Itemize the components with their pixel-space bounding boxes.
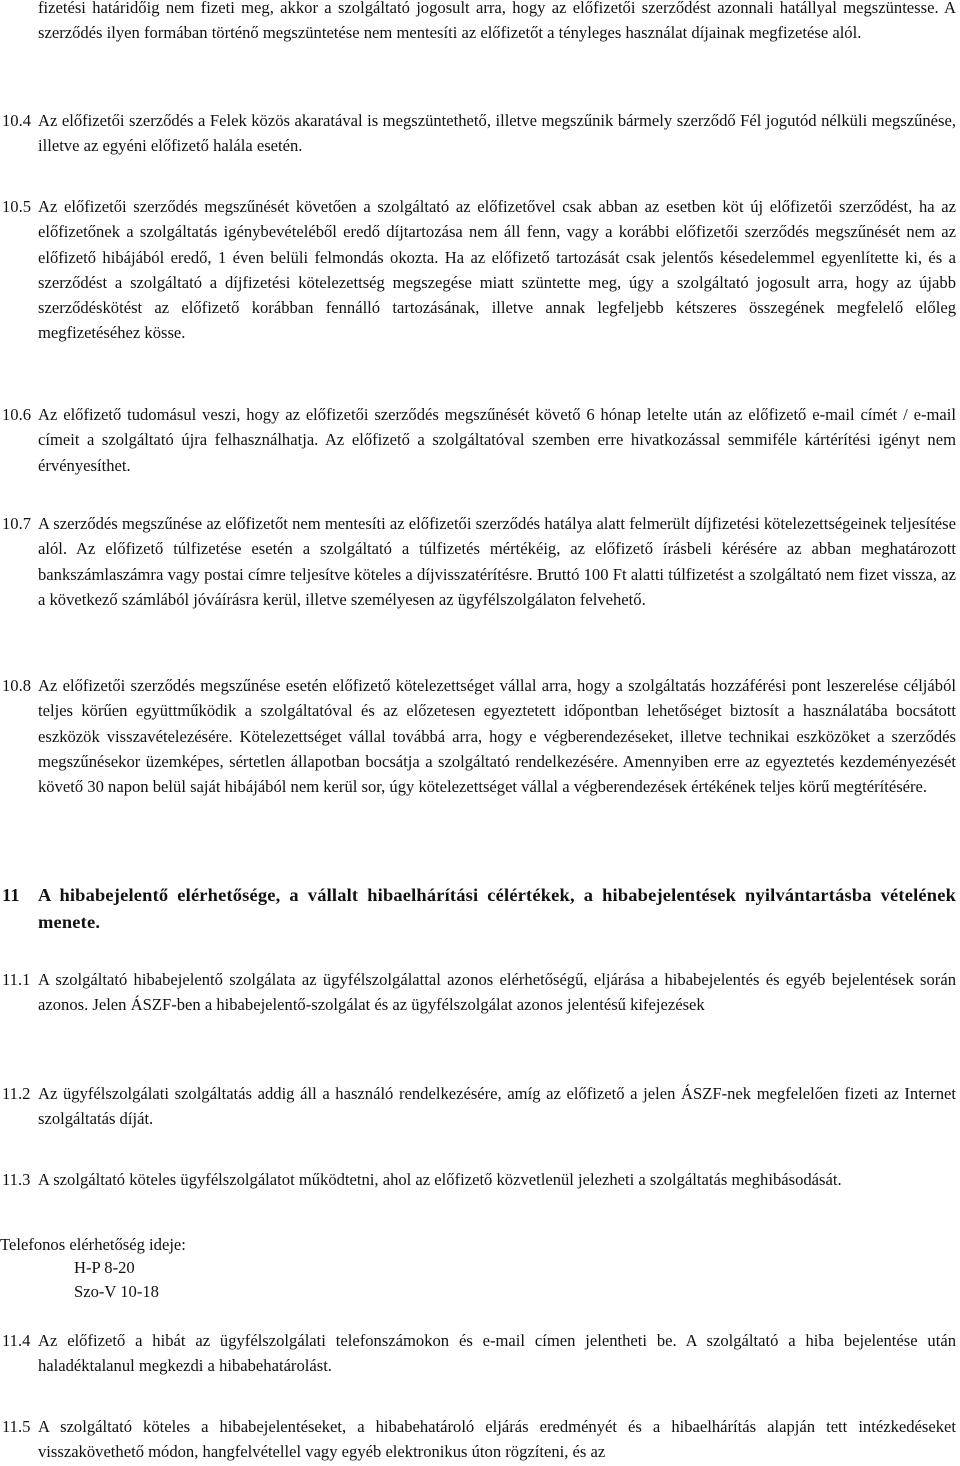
paragraph-number: 11.4 — [2, 1331, 31, 1350]
paragraph-11-5 — [0, 1414, 956, 1465]
paragraph-number: 10.8 — [2, 676, 32, 695]
paragraph-text: A szerződés megszűnése az előfizetőt nem mentesíti az előfizetői szerződés hatálya alatt felmerült díjfizetési kötelezettségeinek teljesítése alól. Az előfizető túlfizetése esetén a szolgáltató a túlfizetés mértékéig, az előfizető írásbeli kérésére az abban meghatározott bankszámlaszámra vagy postai címre teljesítve köteles a díjvisszatérítésre. Bruttó 100 Ft alatti túlfizetést a szolgáltató nem fizet vissza, az a következő számlából jóváírásra kerül, illetve személyesen az ügyfélszolgálaton felvehető. — [38, 514, 956, 609]
section-number: 11 — [2, 885, 20, 905]
paragraph-11-2 — [0, 1081, 956, 1132]
paragraph-10-5 — [0, 194, 956, 346]
paragraph-text: Az előfizetői szerződés megszűnését követően a szolgáltató az előfizetővel csak abban az esetben köt új előfizetői szerződést, ha az előfizetőnek a szolgáltatás igénybevételéből eredő díjtartozása nem áll fenn, vagy a korábbi előfizetői szerződés megszűnését nem az előfizető hibájából eredő, 1 éven belüli felmondás okozta. Ha az előfizető tartozását csak jelentős késedelemmel egyenlítette ki, és a szerződést a szolgáltató a díjfizetési kötelezettség megszegése miatt szüntette meg, úgy a szolgáltató jogosult arra, hogy az újabb szerződéskötést az előfizető korábban fennálló tartozásának, illetve annak legfeljebb kétszeres összegének megfelelő előleg megfizetéséhez kösse. — [38, 197, 956, 343]
paragraph-10-7 — [0, 511, 956, 612]
section-heading-11 — [0, 882, 956, 936]
paragraph-11-3 — [0, 1167, 956, 1192]
paragraph-10-6 — [0, 402, 956, 478]
paragraph-11-4 — [0, 1328, 956, 1379]
paragraph-number: 11.2 — [2, 1084, 31, 1103]
phone-hours-weekend: Szo-V 10-18 — [74, 1282, 159, 1301]
paragraph-number: 11.5 — [2, 1417, 31, 1436]
paragraph-text: Az előfizetői szerződés megszűnése esetén előfizető kötelezettséget vállal arra, hogy a szolgáltatás hozzáférési pont leszerelése céljából teljes körűen együttműködik a szolgáltatóval és az előzetesen egyeztetett időpontban lehetőséget biztosít a használatába bocsátott eszközök visszavételezésére. Kötelezettséget vállal továbbá arra, hogy e végberendezéseket, illetve technikai eszközöket a szerződés megszűnésekor üzemképes, sértetlen állapotban bocsátja a szolgáltató rendelkezésére. Amennyiben erre az egyeztetés kezdeményezését követő 30 napon belül saját hibájából nem kerül sor, úgy kötelezettséget vállal a végberendezések értékének teljes körű megtérítésére. — [38, 676, 956, 797]
paragraph-10-4 — [0, 108, 956, 159]
paragraph-number: 11.1 — [2, 970, 31, 989]
paragraph-text: A szolgáltató hibabejelentő szolgálata az ügyfélszolgálattal azonos elérhetőségű, eljárása a hibabejelentés és egyéb bejelentések során azonos. Jelen ÁSZF-ben a hibabejelentő-szolgálat és az ügyfélszolgálat azonos jelentésű kifejezések — [38, 970, 956, 1015]
section-title: A hibabejelentő elérhetősége, a vállalt hibaelhárítási célértékek, a hibabejelentések nyilvántartásba vételének menete. — [38, 885, 956, 932]
paragraph-number: 11.3 — [2, 1170, 31, 1189]
phone-hours-weekday: H-P 8-20 — [74, 1258, 135, 1277]
paragraph-text: A szolgáltató köteles a hibabejelentéseket, a hibabehatároló eljárás eredményét és a hibaelhárítás alapján tett intézkedéseket visszakövethető módon, hangfelvétellel vagy egyéb elektronikus úton rögzíteni, és az — [38, 1417, 956, 1462]
paragraph-11-1 — [0, 967, 956, 1018]
paragraph-text: Az ügyfélszolgálati szolgáltatás addig áll a használó rendelkezésére, amíg az előfizető a jelen ÁSZF-nek megfelelően fizeti az Internet szolgáltatás díját. — [38, 1084, 956, 1129]
paragraph-text: Az előfizetői szerződés a Felek közös akaratával is megszüntethető, illetve megszűnik bármely szerződő Fél jogutód nélküli megszűnése, illetve az egyéni előfizető halála esetén. — [38, 111, 956, 156]
paragraph-number: 10.7 — [2, 514, 32, 533]
paragraph-number: 10.5 — [2, 197, 32, 216]
paragraph-10-3-continuation — [0, 0, 956, 46]
paragraph-10-8 — [0, 673, 956, 799]
paragraph-text: A szolgáltató köteles ügyfélszolgálatot működtetni, ahol az előfizető közvetlenül jelezheti a szolgáltatás meghibásodását. — [38, 1170, 842, 1189]
paragraph-text: Az előfizető a hibát az ügyfélszolgálati telefonszámokon és e-mail címen jelentheti be. A szolgáltató a hiba bejelentése után haladéktalanul megkezdi a hibabehatárolást. — [38, 1331, 956, 1376]
paragraph-number: 10.4 — [2, 111, 32, 130]
paragraph-number: 10.6 — [2, 405, 32, 424]
phone-hours-label: Telefonos elérhetőség ideje: — [0, 1235, 186, 1254]
paragraph-text: fizetési határidőig nem fizeti meg, akkor a szolgáltató jogosult arra, hogy az előfizetői szerződést azonnali hatállyal megszüntesse. A szerződés ilyen formában történő megszüntetése nem mentesíti az előfizetőt a tényleges használat díjainak megfizetése alól. — [38, 0, 956, 43]
paragraph-text: Az előfizető tudomásul veszi, hogy az előfizetői szerződés megszűnését követő 6 hónap letelte után az előfizető e-mail címét / e-mail címeit a szolgáltató újra felhasználhatja. Az előfizető a szolgáltatóval szemben erre hivatkozással semmiféle kártérítési igényt nem érvényesíthet. — [38, 405, 956, 475]
